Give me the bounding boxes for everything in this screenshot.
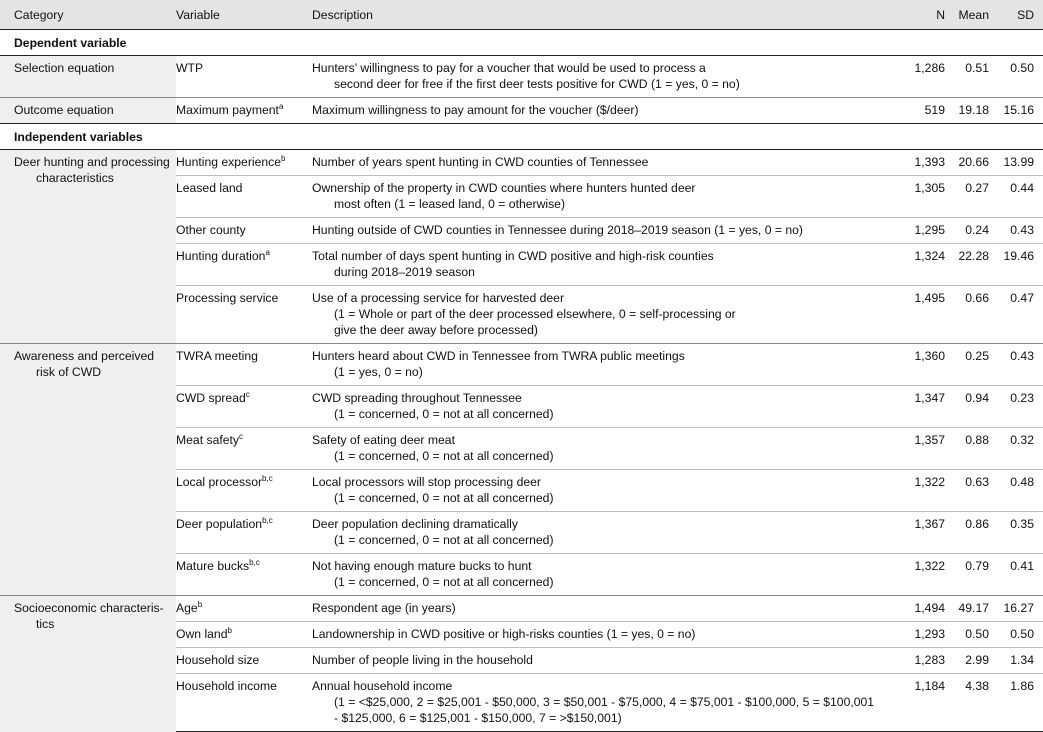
n-cell: 1,495: [904, 286, 953, 344]
description-cell: Hunters’ willingness to pay for a voucher that would be used to process a second deer for free if the first deer tests positive for CWD (1 = yes, 0 = no): [312, 61, 740, 91]
description-cell: Not having enough mature bucks to hunt (1 = concerned, 0 = not at all concerned): [312, 554, 904, 596]
description-cell: Total number of days spent hunting in CWD positive and high-risk counties during 2018–2019 season: [312, 244, 904, 286]
variable-cell: Maximum payment$^a$: [176, 98, 312, 124]
sd-cell: 16.27: [997, 596, 1043, 622]
variable-cell: Other county: [176, 218, 312, 244]
mean-cell: 4.38: [953, 674, 997, 732]
section-independent: [0, 124, 1043, 150]
sd-cell: 0.48: [997, 470, 1043, 512]
n-cell: 1,347: [904, 386, 953, 428]
n-cell: 1,293: [904, 622, 953, 648]
sd-cell: 0.44: [997, 176, 1043, 218]
category-cell: Selection equation: [0, 56, 176, 98]
header-sd: SD: [997, 0, 1043, 30]
n-cell: 1,367: [904, 512, 953, 554]
n-cell: 1,305: [904, 176, 953, 218]
header-category: Category: [0, 0, 176, 30]
n-cell: 1,360: [904, 344, 953, 386]
mean-cell: 0.88: [953, 428, 997, 470]
table-row: [0, 98, 1043, 124]
variable-cell: TWRA meeting: [176, 344, 312, 386]
sd-cell: 0.50: [1010, 61, 1034, 75]
variable-cell: Age$^b$: [176, 596, 312, 622]
variable-cell: WTP: [176, 61, 204, 75]
variable-cell: Own land$^b$: [176, 622, 312, 648]
sd-cell: 0.23: [997, 386, 1043, 428]
table-row: [0, 596, 1043, 622]
description-cell: Use of a processing service for harvested deer (1 = Whole or part of the deer processed elsewhere, 0 = self-processing or give the deer away before processed): [312, 286, 904, 344]
mean-cell: 0.94: [953, 386, 997, 428]
variable-cell: Deer population$^{b,c}$: [176, 512, 312, 554]
n-cell: 1,494: [904, 596, 953, 622]
header-description: Description: [312, 0, 904, 30]
mean-cell: 0.50: [953, 622, 997, 648]
sd-cell: 13.99: [1003, 155, 1034, 169]
description-cell: Ownership of the property in CWD counties where hunters hunted deer most often (1 = leased land, 0 = otherwise): [312, 176, 904, 218]
mean-cell: 49.17: [953, 596, 997, 622]
mean-cell: 0.51: [965, 61, 989, 75]
mean-cell: 2.99: [953, 648, 997, 674]
n-cell: 1,295: [904, 218, 953, 244]
description-cell: Annual household income (1 = <$25,000, 2 = $25,001 - $50,000, 3 = $50,001 - $75,000, 4 = $75,001 - $100,000, 5 = $100,001 - $125,000, 6 = $125,001 - $150,000, 7 = >$150,001): [312, 674, 904, 732]
mean-cell: 0.27: [953, 176, 997, 218]
variable-cell: Local processor$^{b,c}$: [176, 470, 312, 512]
description-cell: Number of people living in the household: [312, 648, 904, 674]
description-cell: Landownership in CWD positive or high-risks counties (1 = yes, 0 = no): [312, 622, 904, 648]
category-cell: Outcome equation: [0, 98, 176, 124]
description-cell: Respondent age (in years): [312, 596, 904, 622]
n-cell: 519: [904, 98, 953, 124]
n-cell: 1,322: [904, 470, 953, 512]
sd-cell: 19.46: [997, 244, 1043, 286]
mean-cell: 0.63: [953, 470, 997, 512]
sd-cell: 0.35: [997, 512, 1043, 554]
variable-cell: Household income: [176, 674, 312, 732]
variable-cell: Hunting duration$^a$: [176, 244, 312, 286]
mean-cell: 20.66: [958, 155, 989, 169]
table-row: [0, 344, 1043, 386]
description-cell: Local processors will stop processing deer (1 = concerned, 0 = not at all concerned): [312, 470, 904, 512]
mean-cell: 19.18: [953, 98, 997, 124]
n-cell: 1,322: [904, 554, 953, 596]
mean-cell: 22.28: [953, 244, 997, 286]
section-title: Independent variables: [0, 124, 1043, 150]
mean-cell: 0.25: [953, 344, 997, 386]
mean-cell: 0.79: [953, 554, 997, 596]
variable-cell: Mature bucks$^{b,c}$: [176, 554, 312, 596]
description-cell: Deer population declining dramatically (1 = concerned, 0 = not at all concerned): [312, 512, 904, 554]
n-cell: 1,286: [914, 61, 945, 75]
sd-cell: 0.43: [997, 218, 1043, 244]
section-dependent: [0, 30, 1043, 56]
section-title: Dependent variable: [0, 30, 1043, 56]
category-cell: Deer hunting and processing characteristics: [0, 150, 176, 344]
category-cell: Socioeconomic characteris- tics: [0, 596, 176, 732]
variable-cell: Household size: [176, 648, 312, 674]
header-mean: Mean: [953, 0, 997, 30]
mean-cell: 0.66: [953, 286, 997, 344]
sd-cell: 0.47: [997, 286, 1043, 344]
header-n: N: [904, 0, 953, 30]
mean-cell: 0.86: [953, 512, 997, 554]
header-row: [0, 0, 1043, 30]
n-cell: 1,283: [904, 648, 953, 674]
header-variable: Variable: [176, 0, 312, 30]
variable-cell: Hunting experience$^b$: [176, 153, 286, 169]
sd-cell: 1.34: [997, 648, 1043, 674]
n-cell: 1,357: [904, 428, 953, 470]
sd-cell: 0.41: [997, 554, 1043, 596]
sd-cell: 0.43: [997, 344, 1043, 386]
n-cell: 1,393: [914, 155, 945, 169]
description-cell: Safety of eating deer meat (1 = concerned, 0 = not at all concerned): [312, 428, 904, 470]
sd-cell: 1.86: [997, 674, 1043, 732]
description-cell: CWD spreading throughout Tennessee (1 = concerned, 0 = not at all concerned): [312, 386, 904, 428]
variable-cell: Meat safety$^c$: [176, 428, 312, 470]
variable-cell: Processing service: [176, 286, 312, 344]
description-cell: Number of years spent hunting in CWD counties of Tennessee: [312, 155, 649, 169]
n-cell: 1,324: [904, 244, 953, 286]
description-cell: Hunting outside of CWD counties in Tennessee during 2018–2019 season (1 = yes, 0 = no): [312, 218, 904, 244]
category-cell: Awareness and perceived risk of CWD: [0, 344, 176, 596]
variable-cell: CWD spread$^c$: [176, 386, 312, 428]
sd-cell: 15.16: [997, 98, 1043, 124]
sd-cell: 0.50: [997, 622, 1043, 648]
mean-cell: 0.24: [953, 218, 997, 244]
description-cell: Maximum willingness to pay amount for the voucher ($/deer): [312, 98, 904, 124]
variable-cell: Leased land: [176, 176, 312, 218]
description-cell: Hunters heard about CWD in Tennessee from TWRA public meetings (1 = yes, 0 = no): [312, 344, 904, 386]
sd-cell: 0.32: [997, 428, 1043, 470]
n-cell: 1,184: [904, 674, 953, 732]
table-row: [0, 56, 1043, 98]
table-row: [0, 150, 1043, 176]
